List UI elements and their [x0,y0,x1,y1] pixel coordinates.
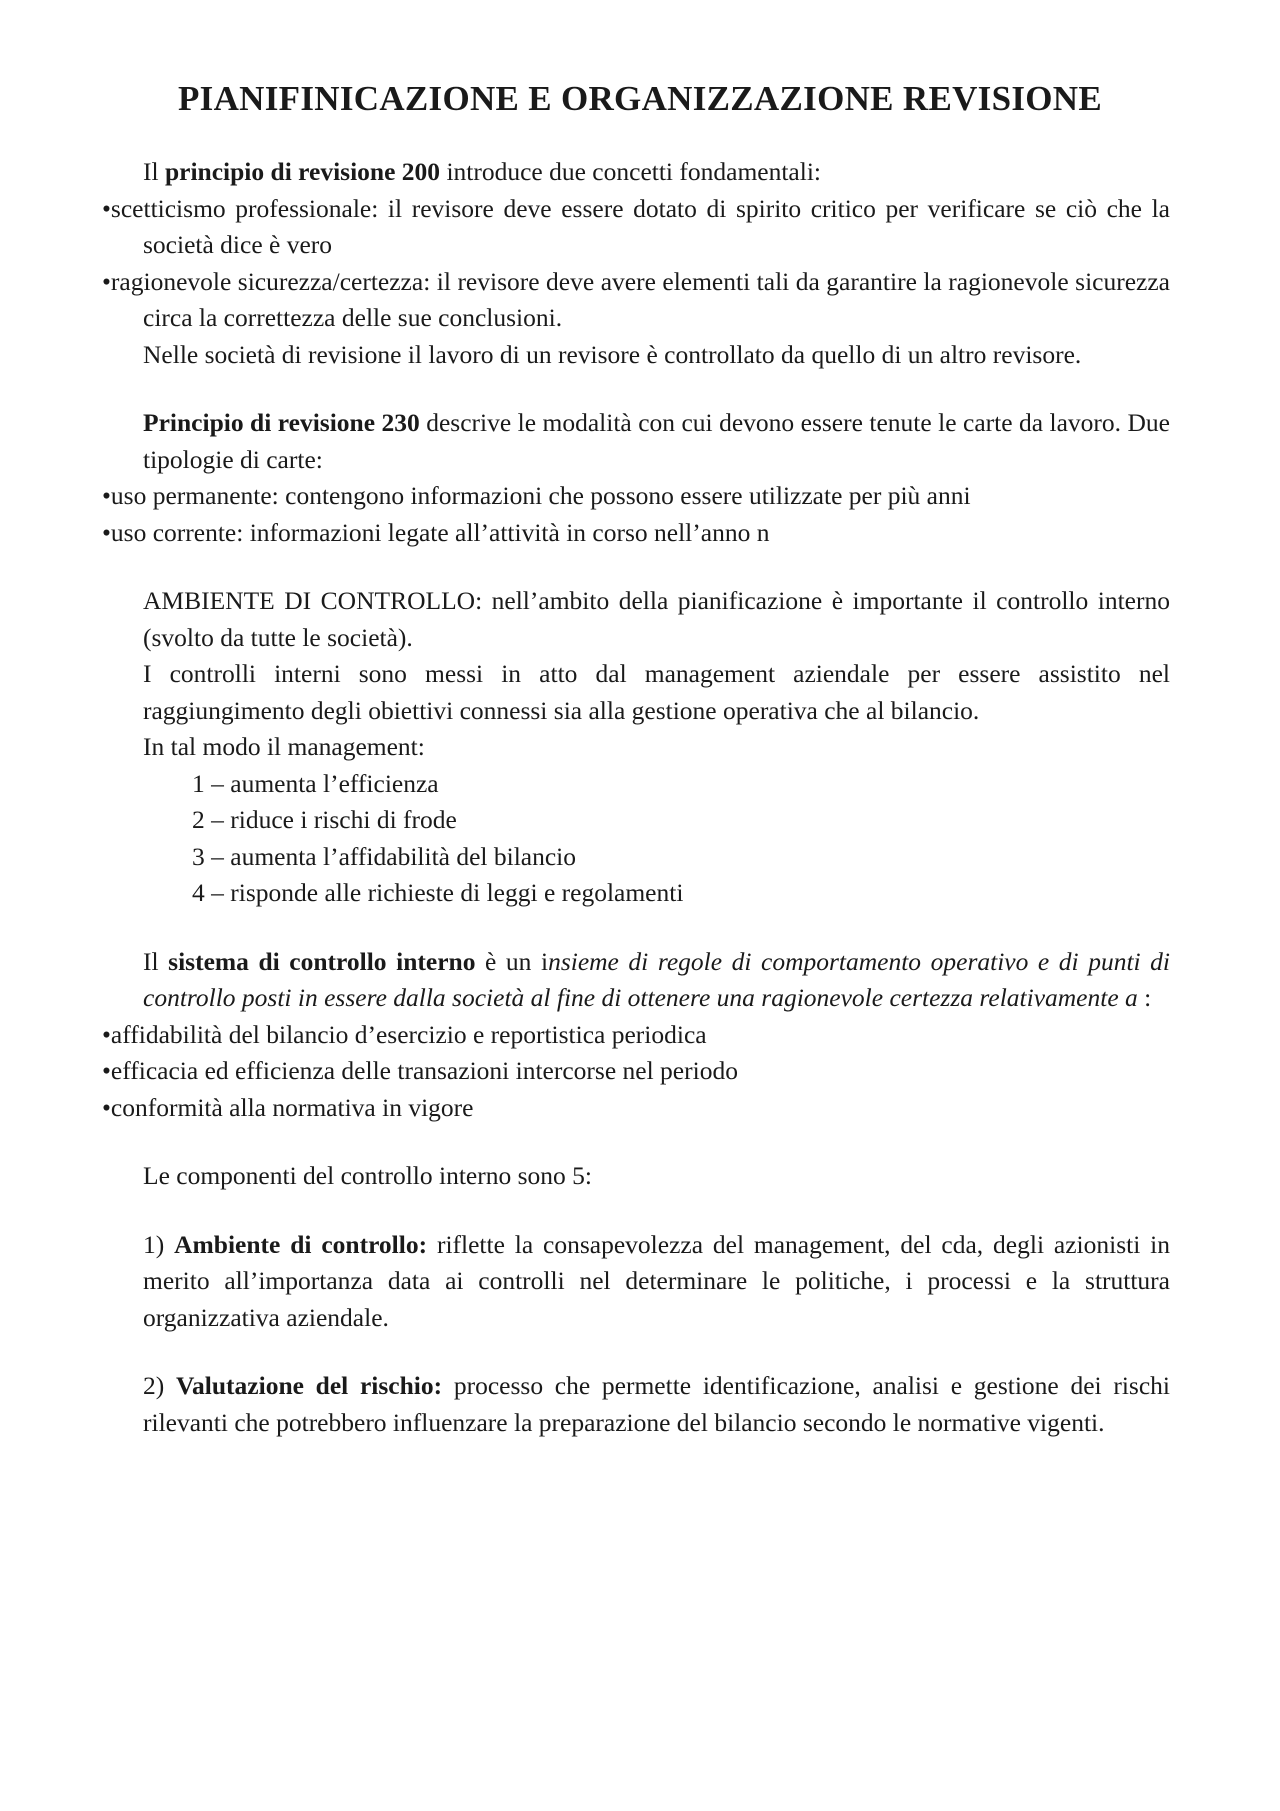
bullet-item: •efficacia ed efficienza delle transazioni intercorse nel periodo [102,1056,738,1085]
spacer [102,1195,1170,1227]
text-run: : [1137,983,1152,1012]
spacer [102,912,1170,944]
component-2 [102,1368,1170,1441]
text-run: descrive le modalità con cui devono essere tenute le carte da lavoro. Due tipologie di carte: [143,408,1170,474]
bullet-item: •affidabilità del bilancio d’esercizio e reportistica periodica [102,1019,707,1049]
numbered-item: 2 – riduce i rischi di frode [192,805,457,834]
text-run: Il [143,157,165,186]
component-title: Valutazione del rischio: [175,1371,443,1400]
bullet-item: •uso permanente: contengono informazioni che possono essere utilizzate per più anni [102,481,971,510]
spacer [102,1336,1170,1368]
principle-230-intro [102,405,1170,478]
spacer [102,551,1170,583]
text-run: Il [143,946,169,976]
internal-control-term: sistema di controllo interno [168,946,476,976]
numbered-item: 3 – aumenta l’affidabilità del bilancio [192,841,577,871]
paragraph: Nelle società di revisione il lavoro di un revisore è controllato da quello di un altro revisore. [143,339,1082,369]
bullet-item: •conformità alla normativa in vigore [102,1092,474,1122]
page-title: PIANIFINICAZIONE E ORGANIZZAZIONE REVISIONE [177,79,1103,118]
spacer [102,373,1170,405]
component-title: Ambiente di controllo: [174,1229,428,1259]
paragraph: In tal modo il management: [143,732,425,761]
text-run: introduce due concetti fondamentali: [440,157,822,186]
paragraph: I controlli interni sono messi in atto dal management aziendale per essere assistito nel raggiungimento degli obiettivi connessi sia alla gestione operativa che al bilancio. [143,659,1170,725]
component-1 [102,1227,1170,1337]
paragraph: AMBIENTE DI CONTROLLO: nell’ambito della pianificazione è importante il controllo interno (svolto da tutte le società). [143,586,1170,652]
principle-230-name: Principio di revisione 230 [143,408,420,437]
bullet-item: •ragionevole sicurezza/certezza: il revisore deve avere elementi tali da garantire la ragionevole sicurezza circa la correttezza delle sue conclusioni. [102,266,1170,332]
text-run: è un i [475,946,549,976]
component-text: processo che permette identificazione, analisi e gestione dei rischi rilevanti che potrebbero influenzare la preparazione del bilancio secondo le normative vigenti. [143,1371,1170,1437]
spacer [102,1126,1170,1158]
components-intro: Le componenti del controllo interno sono 5: [143,1161,592,1190]
numbered-item: 4 – risponde alle richieste di leggi e regolamenti [192,878,684,907]
numbered-item: 1 – aumenta l’efficienza [192,768,439,798]
principle-200-name: principio di revisione 200 [164,157,441,186]
component-number: 2) [143,1371,176,1400]
internal-control-definition [102,944,1170,1017]
component-text: riflette la consapevolezza del management, del cda, degli azionisti in merito all’importanza data ai controlli nel determinare le politiche, i processi e la struttura organizzativa aziendale. [143,1229,1170,1332]
principle-200-intro [102,154,1170,191]
component-number: 1) [143,1229,175,1259]
bullet-item: •uso corrente: informazioni legate all’attività in corso nell’anno n [102,517,770,547]
bullet-item: •scetticismo professionale: il revisore deve essere dotato di spirito critico per verificare se ciò che la società dice è vero [102,193,1170,259]
definition-text: nsieme di regole di comportamento operativo e di punti di controllo posti in essere dalla società al fine di ottenere una ragionevole certezza relativamente a [143,946,1171,1012]
document-body [102,154,1170,1441]
